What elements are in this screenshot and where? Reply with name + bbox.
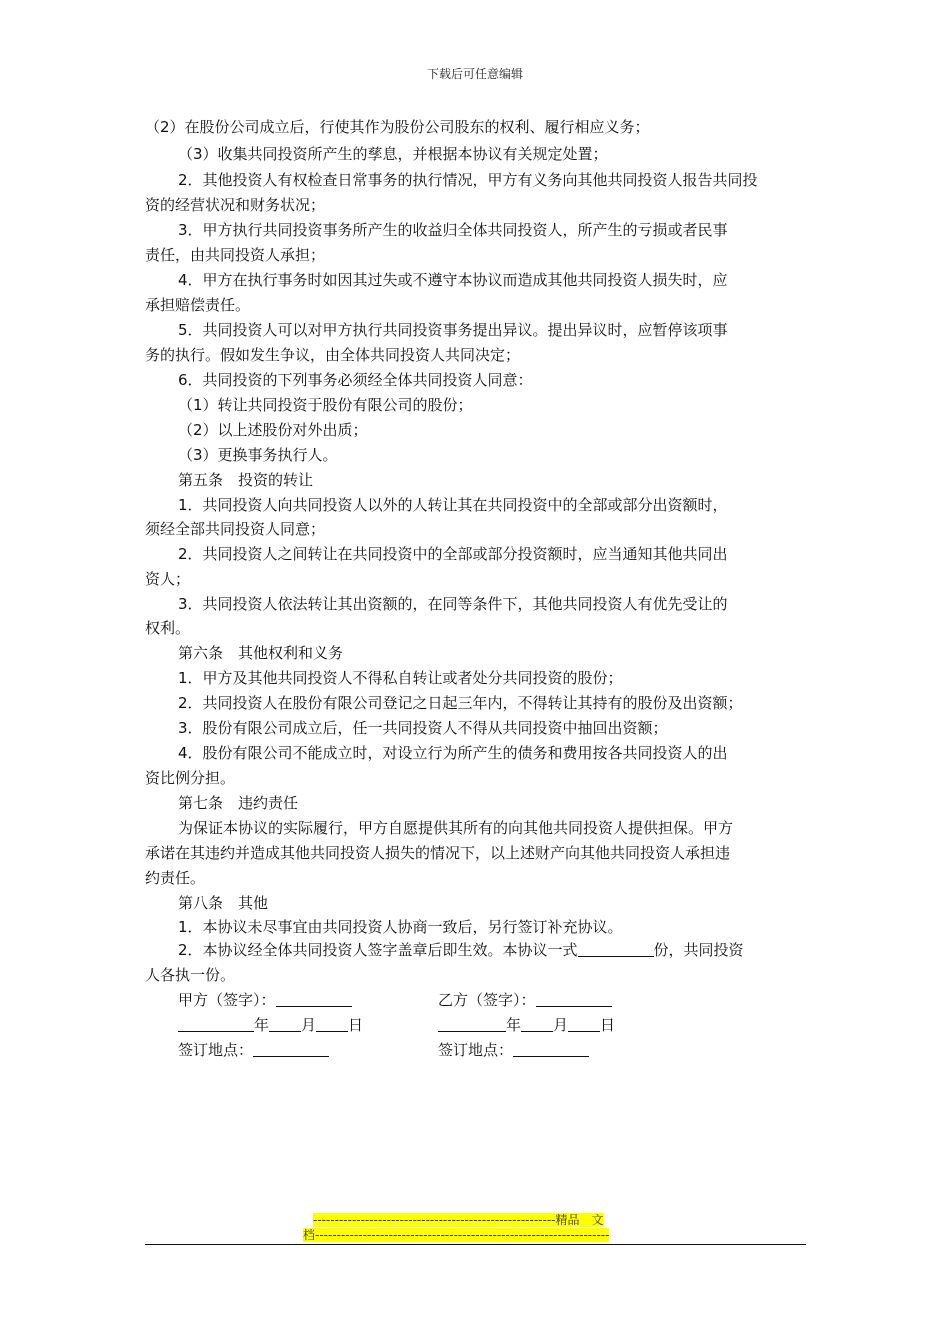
body-line: 5．共同投资人可以对甲方执行共同投资事务提出异议。提出异议时，应暂停该项事 — [178, 321, 728, 339]
party-b-date — [438, 1014, 615, 1036]
body-line: （2）以上述股份对外出质； — [178, 421, 368, 439]
body-line: 第七条 违约责任 — [178, 794, 299, 812]
party-b-blank — [536, 991, 612, 1007]
clause-8-2-cont — [145, 964, 235, 986]
body-line: 1．共同投资人向共同投资人以外的人转让其在共同投资中的全部或部分出资额时， — [178, 496, 728, 514]
month-blank — [521, 1016, 553, 1032]
year-blank — [178, 1016, 254, 1032]
party-a-date — [178, 1014, 363, 1036]
place-label: 签订地点： — [178, 1041, 254, 1059]
body-line: 资比例分担。 — [145, 769, 236, 787]
body-line: 1．本协议未尽事宜由共同投资人协商一致后，另行签订补充协议。 — [178, 918, 623, 936]
place-blank — [513, 1041, 589, 1057]
place-label: 签订地点： — [438, 1041, 514, 1059]
body-line: 资的经营状况和财务状况； — [145, 196, 326, 214]
body-line: （3）更换事务执行人。 — [178, 446, 338, 464]
body-line: 权利。 — [145, 619, 191, 637]
body-line: 资人； — [145, 570, 191, 588]
place-blank — [253, 1041, 329, 1057]
clause-8-2 — [178, 939, 744, 961]
body-line: 第八条 其他 — [178, 894, 269, 912]
body-line: 4．甲方在执行事务时如因其过失或不遵守本协议而造成其他共同投资人损失时，应 — [178, 271, 728, 289]
body-line: 承担赔偿责任。 — [145, 296, 251, 314]
body-line: 3．股份有限公司成立后，任一共同投资人不得从共同投资中抽回出资额； — [178, 719, 668, 737]
footer-highlight-line-1: --------------------------------------------------------精品 文 — [313, 1213, 604, 1227]
body-line: 2．共同投资人在股份有限公司登记之日起三年内，不得转让其持有的股份及出资额； — [178, 694, 743, 712]
body-line: 约责任。 — [145, 869, 206, 887]
day-label: 日 — [348, 1016, 364, 1034]
body-line: 承诺在其违约并造成其他共同投资人损失的情况下，以上述财产向其他共同投资人承担违 — [145, 844, 731, 862]
body-line: 3．甲方执行共同投资事务所产生的收益归全体共同投资人，所产生的亏损或者民事 — [178, 221, 728, 239]
body-line: 第六条 其他权利和义务 — [178, 644, 344, 662]
body-line: 务的执行。假如发生争议，由全体共同投资人共同决定； — [145, 346, 521, 364]
body-line: 2．共同投资人之间转让在共同投资中的全部或部分投资额时，应当通知其他共同出 — [178, 545, 728, 563]
month-label: 月 — [553, 1016, 569, 1034]
body-line: 2．其他投资人有权检查日常事务的执行情况，甲方有义务向其他共同投资人报告共同投 — [178, 171, 758, 189]
party-b-place — [438, 1039, 589, 1061]
body-line: 4．股份有限公司不能成立时，对设立行为所产生的债务和费用按各共同投资人的出 — [178, 744, 728, 762]
party-b-label: 乙方（签字）： — [438, 991, 536, 1009]
month-label: 月 — [301, 1016, 317, 1034]
month-blank — [269, 1016, 301, 1032]
day-blank — [568, 1016, 600, 1032]
party-a-place — [178, 1039, 329, 1061]
clause-8-2-text-after: 份，共同投资 — [653, 941, 744, 959]
body-line: 第五条 投资的转让 — [178, 471, 314, 489]
party-a-signature — [178, 989, 352, 1011]
body-line: 责任，由共同投资人承担； — [145, 246, 326, 264]
footer-highlight-line-2: 档-------------------------------------------------------------------- — [303, 1228, 610, 1242]
body-line: 3．共同投资人依法转让其出资额的，在同等条件下，其他共同投资人有优先受让的 — [178, 595, 728, 613]
party-a-blank — [276, 991, 352, 1007]
copies-blank — [578, 941, 654, 957]
year-blank — [438, 1016, 506, 1032]
body-line: 为保证本协议的实际履行，甲方自愿提供其所有的向其他共同投资人提供担保。甲方 — [178, 819, 734, 837]
day-blank — [316, 1016, 348, 1032]
body-line: 6．共同投资的下列事务必须经全体共同投资人同意： — [178, 371, 533, 389]
body-line: （3）收集共同投资所产生的孳息，并根据本协议有关规定处置； — [178, 145, 608, 163]
body-line: 1．甲方及其他共同投资人不得私自转让或者处分共同投资的股份； — [178, 669, 623, 687]
clause-8-2-text: 2．本协议经全体共同投资人签字盖章后即生效。本协议一式 — [178, 941, 578, 959]
footer-rule — [145, 1244, 806, 1245]
party-b-signature — [438, 989, 612, 1011]
clause-8-2-cont-text: 人各执一份。 — [145, 966, 236, 984]
body-line: （1）转让共同投资于股份有限公司的股份； — [178, 396, 473, 414]
day-label: 日 — [600, 1016, 616, 1034]
year-label: 年 — [506, 1016, 522, 1034]
year-label: 年 — [254, 1016, 270, 1034]
body-line: （2）在股份公司成立后，行使其作为股份公司股东的权利、履行相应义务； — [145, 118, 650, 136]
body-line: 须经全部共同投资人同意； — [145, 520, 326, 538]
page-header: 下载后可任意编辑 — [426, 67, 523, 81]
party-a-label: 甲方（签字）： — [178, 991, 276, 1009]
